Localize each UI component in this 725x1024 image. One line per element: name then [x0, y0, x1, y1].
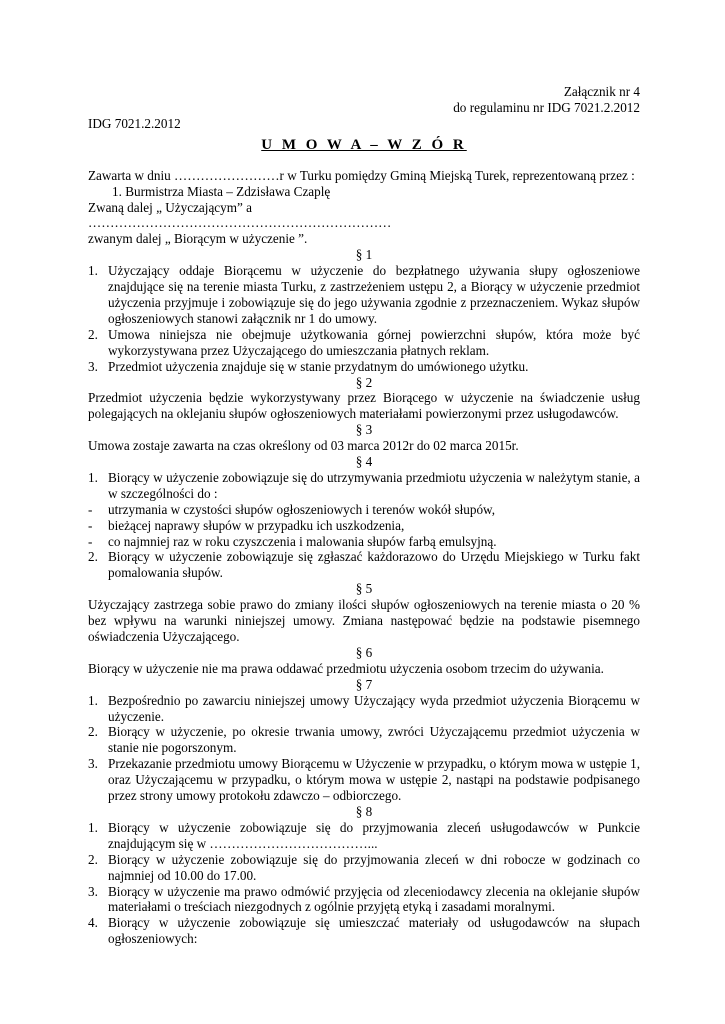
document-ref: IDG 7021.2.2012: [88, 115, 181, 131]
dash-marker: -: [88, 517, 93, 533]
dash-text: co najmniej raz w roku czyszczenia i malowania słupów farbą emulsyjną.: [108, 533, 497, 549]
item-text: Przekazanie przedmiotu umowy Biorącemu w Użyczenie w przypadku, o którym mowa w ustępie 1, oraz Użyczającemu w przypadku, o którym mowa w ustępie 2, nastąpi na podstawie podpisanego przez strony umowy protokołu zdawczo – odbiorczego.: [108, 756, 640, 804]
section-heading-6: § 6: [355, 644, 373, 660]
item-number: 1.: [88, 263, 98, 279]
attachment-label: Załącznik nr 4: [563, 84, 640, 99]
list-item: [88, 915, 640, 947]
item-text: Biorący w użyczenie, po okresie trwania umowy, zwróci Użyczającemu przedmiot użyczenia w stanie nie pogorszonym.: [108, 724, 640, 756]
list-item: [88, 693, 640, 725]
intro-blank-line: ……………………………………………………………: [88, 215, 392, 231]
list-item: [88, 327, 640, 359]
document-title: U M O W A – W Z Ó R: [261, 136, 467, 153]
item-number: 2.: [88, 724, 98, 740]
dash-text: bieżącej naprawy słupów w przypadku ich uszkodzenia,: [108, 517, 405, 533]
item-text: Przedmiot użyczenia znajduje się w stanie przydatnym do umówionego użytku.: [108, 358, 529, 374]
item-number: 4.: [88, 915, 98, 931]
section-6-text: Biorący w użyczenie nie ma prawa oddawać przedmiotu użyczenia osobom trzecim do używania.: [88, 660, 604, 676]
item-number: 2.: [88, 851, 98, 867]
regulation-label: do regulaminu nr IDG 7021.2.2012: [453, 99, 640, 115]
item-number: 2.: [88, 326, 98, 342]
item-text: Biorący w użyczenie zobowiązuje się zgłaszać każdorazowo do Urzędu Miejskiego w Turku fakt pomalowania słupów.: [108, 549, 640, 581]
list-item: [88, 756, 640, 804]
list-item: [88, 470, 640, 502]
section-heading-8: § 8: [355, 803, 373, 819]
dash-item: [88, 534, 640, 550]
item-text: Biorący w użyczenie zobowiązuje się do przyjmowania zleceń usługodawców w Punkcie znajdującym się w ………………………………...: [108, 819, 640, 851]
section-heading-3: § 3: [355, 422, 373, 438]
section-2-text: Przedmiot użyczenia będzie wykorzystywany przez Biorącego w użyczenie na świadczenie usług polegających na oklejaniu słupów ogłoszeniowych materiałami powierzonymi przez usługodawców.: [88, 390, 640, 422]
list-item: [88, 549, 640, 581]
item-text: Bezpośrednio po zawarciu niniejszej umowy Użyczający wyda przedmiot użyczenia Biorącemu w użyczenie.: [108, 692, 640, 724]
list-item: [88, 852, 640, 884]
section-heading-5: § 5: [355, 581, 373, 597]
document-page: [88, 0, 640, 947]
item-number: 3.: [88, 756, 98, 772]
list-item: [88, 724, 640, 756]
item-text: Biorący w użyczenie ma prawo odmówić przyjęcia od zleceniodawcy zlecenia na oklejanie słupów materiałami o treściach niezgodnych z ogólnie przyjętą etyką i zasadami moralnymi.: [108, 883, 640, 915]
item-text: Biorący w użyczenie zobowiązuje się do przyjmowania zleceń w dni robocze w godzinach co najmniej od 10.00 do 17.00.: [108, 851, 640, 883]
item-number: 3.: [88, 358, 98, 374]
item-text: Biorący w użyczenie zobowiązuje się do utrzymywania przedmiotu użyczenia w należytym stanie, a w szczególności do :: [108, 469, 640, 501]
dash-item: [88, 502, 640, 518]
intro-lender-line: Zwaną dalej „ Użyczającym” a: [88, 199, 253, 215]
item-text: Umowa niniejsza nie obejmuje użytkowania górnej powierzchni słupów, która może być wykorzystywana przez Użyczającego do umieszczania płatnych reklam.: [108, 326, 640, 358]
section-3-text: Umowa zostaje zawarta na czas określony od 03 marca 2012r do 02 marca 2015r.: [88, 438, 519, 454]
dash-marker: -: [88, 501, 93, 517]
section-heading-4: § 4: [355, 454, 373, 470]
intro-line: Zawarta w dniu ……………………r w Turku pomiędzy Gminą Miejską Turek, reprezentowaną przez :: [88, 167, 635, 183]
list-item: [88, 359, 640, 375]
intro-representative: 1. Burmistrza Miasta – Zdzisława Czaplę: [112, 183, 331, 199]
dash-marker: -: [88, 533, 93, 549]
item-number: 1.: [88, 819, 98, 835]
list-item: [88, 884, 640, 916]
dash-text: utrzymania w czystości słupów ogłoszeniowych i terenów wokół słupów,: [108, 501, 496, 517]
item-number: 2.: [88, 549, 98, 565]
item-number: 3.: [88, 883, 98, 899]
item-text: Biorący w użyczenie zobowiązuje się umieszczać materiały od usługodawców na słupach ogłoszeniowych:: [108, 915, 640, 947]
section-heading-1: § 1: [355, 247, 373, 263]
section-5-text: Użyczający zastrzega sobie prawo do zmiany ilości słupów ogłoszeniowych na terenie miasta o 20 % bez wpływu na warunki niniejszej umowy. Zmiana następować będzie na podstawie pisemnego oświadczenia Użyczającego.: [88, 597, 640, 644]
list-item: [88, 820, 640, 852]
section-heading-2: § 2: [355, 374, 373, 390]
list-item: [88, 263, 640, 327]
item-number: 1.: [88, 469, 98, 485]
dash-item: [88, 518, 640, 534]
item-number: 1.: [88, 692, 98, 708]
item-text: Użyczający oddaje Biorącemu w użyczenie do bezpłatnego używania słupy ogłoszeniowe znajdujące się na terenie miasta Turku, z zastrzeżeniem ustępu 2, a Biorący w użyczenie przedmiot użyczenia przyjmuje i zobowiązuje się do jego używania zgodnie z przeznaczeniem. Wykaz słupów ogłoszeniowych stanowi załącznik nr 1 do umowy.: [108, 263, 640, 326]
intro-borrower-line: zwanym dalej „ Biorącym w użyczenie ”.: [88, 231, 308, 247]
section-heading-7: § 7: [355, 676, 373, 692]
